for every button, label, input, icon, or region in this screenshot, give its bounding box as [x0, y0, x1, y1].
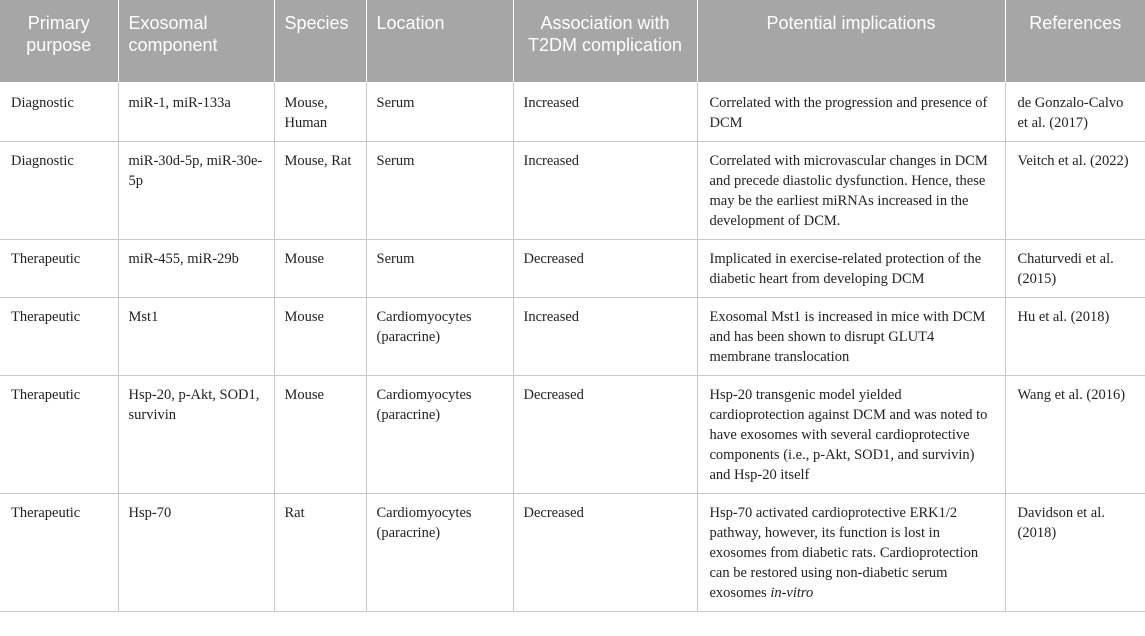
table-row — [0, 494, 1145, 612]
table-row — [0, 142, 1145, 240]
cell-location: Cardiomyocytes (paracrine) — [366, 376, 513, 494]
header-exosomal-component: Exosomal component — [118, 0, 274, 82]
cell-component: Hsp-20, p-Akt, SOD1, survivin — [118, 376, 274, 494]
header-association: Association with T2DM complication — [513, 0, 697, 82]
cell-purpose: Therapeutic — [0, 376, 118, 494]
cell-association: Increased — [513, 82, 697, 142]
cell-component: miR-30d-5p, miR-30e-5p — [118, 142, 274, 240]
table-row — [0, 82, 1145, 142]
cell-purpose: Diagnostic — [0, 82, 118, 142]
cell-location: Cardiomyocytes (paracrine) — [366, 298, 513, 376]
cell-association: Decreased — [513, 494, 697, 612]
cell-implications — [697, 82, 1005, 142]
cell-species: Rat — [274, 494, 366, 612]
table-row — [0, 240, 1145, 298]
cell-location: Serum — [366, 82, 513, 142]
implications-text: Hsp-70 activated cardioprotective ERK1/2 pathway, however, its function is lost in exosomes from diabetic rats. Cardioprotection can be restored using non-diabetic serum exosomes — [709, 505, 979, 601]
cell-component: miR-1, miR-133a — [118, 82, 274, 142]
cell-location: Serum — [366, 240, 513, 298]
table-body — [0, 82, 1145, 612]
implications-text: Hsp-20 transgenic model yielded cardioprotection against DCM and was noted to have exosomes with several cardioprotective components (i.e., p-Akt, SOD1, and survivin) and Hsp-20 itself — [709, 387, 988, 483]
implications-text: Correlated with the progression and presence of DCM — [709, 95, 988, 131]
implications-italic: in-vitro — [770, 585, 814, 601]
implications-text: Implicated in exercise-related protection of the diabetic heart from developing DCM — [709, 251, 982, 287]
table-row — [0, 298, 1145, 376]
cell-implications — [697, 298, 1005, 376]
header-references: References — [1005, 0, 1145, 82]
cell-implications — [697, 376, 1005, 494]
cell-species: Mouse — [274, 240, 366, 298]
implications-text: Exosomal Mst1 is increased in mice with DCM and has been shown to disrupt GLUT4 membrane translocation — [709, 309, 986, 365]
cell-reference: de Gonzalo-Calvo et al. (2017) — [1005, 82, 1145, 142]
header-potential-implications: Potential implications — [697, 0, 1005, 82]
cell-purpose: Therapeutic — [0, 494, 118, 612]
cell-reference: Davidson et al. (2018) — [1005, 494, 1145, 612]
cell-species: Mouse — [274, 298, 366, 376]
cell-implications — [697, 142, 1005, 240]
cell-purpose: Therapeutic — [0, 298, 118, 376]
cell-reference: Wang et al. (2016) — [1005, 376, 1145, 494]
cell-reference: Chaturvedi et al. (2015) — [1005, 240, 1145, 298]
implications-text: Correlated with microvascular changes in DCM and precede diastolic dysfunction. Hence, these may be the earliest miRNAs increased in the development of DCM. — [709, 153, 988, 229]
cell-location: Cardiomyocytes (paracrine) — [366, 494, 513, 612]
cell-implications — [697, 240, 1005, 298]
header-primary-purpose: Primary purpose — [0, 0, 118, 82]
header-species: Species — [274, 0, 366, 82]
table-row — [0, 376, 1145, 494]
cell-implications — [697, 494, 1005, 612]
cell-purpose: Therapeutic — [0, 240, 118, 298]
header-row — [0, 0, 1145, 82]
cell-location: Serum — [366, 142, 513, 240]
table-header — [0, 0, 1145, 82]
header-location: Location — [366, 0, 513, 82]
cell-association: Increased — [513, 298, 697, 376]
cell-component: Hsp-70 — [118, 494, 274, 612]
cell-association: Increased — [513, 142, 697, 240]
cell-species: Mouse, Human — [274, 82, 366, 142]
cell-reference: Hu et al. (2018) — [1005, 298, 1145, 376]
cell-reference: Veitch et al. (2022) — [1005, 142, 1145, 240]
cell-association: Decreased — [513, 240, 697, 298]
cell-species: Mouse — [274, 376, 366, 494]
cell-component: Mst1 — [118, 298, 274, 376]
cell-purpose: Diagnostic — [0, 142, 118, 240]
cell-association: Decreased — [513, 376, 697, 494]
cell-component: miR-455, miR-29b — [118, 240, 274, 298]
cell-species: Mouse, Rat — [274, 142, 366, 240]
